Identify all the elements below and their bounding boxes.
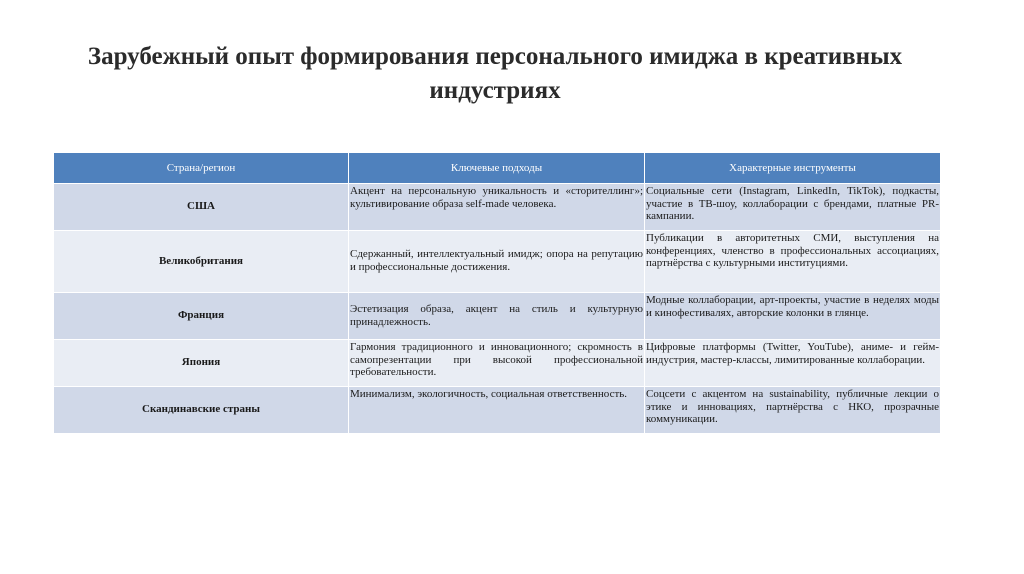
row-approaches: Сдержанный, интеллектуальный имидж; опора на репутацию и профессиональные достижения. <box>349 231 645 293</box>
table-row <box>54 293 941 340</box>
row-tools: Цифровые платформы (Twitter, YouTube), аниме- и гейм-индустрия, мастер-классы, лимитированные коллаборации. <box>645 340 941 387</box>
row-approaches: Акцент на персональную уникальность и «сторителлинг»; культивирование образа self-made человека. <box>349 184 645 231</box>
row-tools: Соцсети с акцентом на sustainability, публичные лекции о этике и инновациях, партнёрства с НКО, прозрачные коммуникации. <box>645 387 941 434</box>
table-header-row <box>54 153 941 184</box>
slide-title: Зарубежный опыт формирования персонального имиджа в креативных индустриях <box>87 43 903 104</box>
row-country: Скандинавские страны <box>54 387 349 434</box>
row-country: США <box>54 184 349 231</box>
row-country: Франция <box>54 293 349 340</box>
table-row <box>54 340 941 387</box>
row-approaches: Эстетизация образа, акцент на стиль и культурную принадлежность. <box>349 293 645 340</box>
row-country: Япония <box>54 340 349 387</box>
row-approaches: Минимализм, экологичность, социальная ответственность. <box>349 387 645 434</box>
table-row <box>54 184 941 231</box>
row-tools: Модные коллаборации, арт-проекты, участие в неделях моды и кинофестивалях, авторские колонки в глянце. <box>645 293 941 340</box>
header-approaches: Ключевые подходы <box>349 153 645 184</box>
row-tools: Публикации в авторитетных СМИ, выступления на конференциях, членство в профессиональных ассоциациях, партнёрства с культурными институциями. <box>645 231 941 293</box>
row-country: Великобритания <box>54 231 349 293</box>
header-country: Страна/регион <box>54 153 349 184</box>
table-row <box>54 387 941 434</box>
row-tools: Социальные сети (Instagram, LinkedIn, TikTok), подкасты, участие в ТВ-шоу, коллаборации с брендами, платные PR-кампании. <box>645 184 941 231</box>
table-row <box>54 231 941 293</box>
header-tools: Характерные инструменты <box>645 153 941 184</box>
comparison-table <box>53 152 941 434</box>
row-approaches: Гармония традиционного и инновационного; скромность в самопрезентации при высокой профессиональной требовательности. <box>349 340 645 387</box>
